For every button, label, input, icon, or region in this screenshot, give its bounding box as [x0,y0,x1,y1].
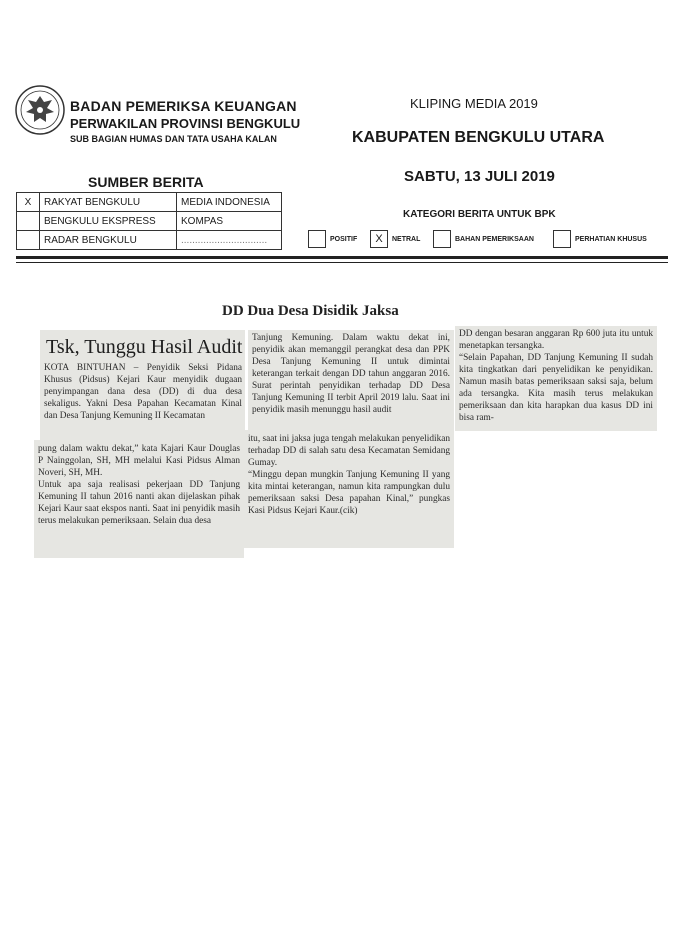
source-row [17,212,282,231]
header-divider [16,256,668,259]
article-column-1: KOTA BINTUHAN – Penyidik Seksi Pidana Khusus (Pidsus) Kejari Kaur menyidik dugaan penyimpangan dana desa (DD) di dua desa sekaligus. Yakni Desa Papahan Kecamatan Kinal dan Desa Tanjung Kemuning II Kecamatan [44,363,242,421]
netral-label: NETRAL [392,235,421,243]
sumber-berita-title: SUMBER BERITA [88,174,204,190]
article-column-5: itu, saat ini jaksa juga tengah melakukan penyelidikan terhadap DD di salah satu desa Kecamatan Semidang Gumay. “Minggu depan mungkin Tanjung Kemuning II yang kita mintai keterangan, namun kita rampungkan dulu pemeriksaan saksi Desa papahan Kinal,” pungkas Kasi Pidsus Kejari Kaur.(cik) [248,434,450,516]
source-row [17,193,282,212]
source-name: RAKYAT BENGKULU [40,193,177,212]
source-name: KOMPAS [177,212,282,231]
article-headline: DD Dua Desa Disidik Jaksa [222,303,399,319]
bahan-label: BAHAN PEMERIKSAAN [455,235,534,243]
source-name: BENGKULU EKSPRESS [40,212,177,231]
kategori-positif [308,230,357,248]
garuda-logo-icon [14,84,66,136]
kabupaten-title: KABUPATEN BENGKULU UTARA [352,129,605,146]
article-subhead: Tsk, Tunggu Hasil Audit [46,336,243,358]
kategori-netral [370,230,420,248]
article-column-4: pung dalam waktu dekat,” kata Kajari Kaur Douglas P Nainggolan, SH, MH melalui Kasi Pidsus Alman Noveri, SH, MH. Untuk apa saja realisasi pekerjaan DD Tanjung Kemuning II tahun 2016 nanti akan dijelaskan pihak Kejari Kaur saat ekspos nanti. Saat ini penyidik masih terus melakukan pemeriksaan. Selain dua desa [38,444,240,526]
netral-checkbox: X [370,230,388,248]
kategori-title: KATEGORI BERITA UNTUK BPK [403,209,556,220]
kategori-bahan [433,230,534,248]
perhatian-checkbox [553,230,571,248]
source-name: MEDIA INDONESIA [177,193,282,212]
source-mark [17,212,40,231]
positif-checkbox [308,230,326,248]
source-row [17,231,282,250]
org-subname: PERWAKILAN PROVINSI BENGKULU [70,116,301,131]
perhatian-label: PERHATIAN KHUSUS [575,235,647,243]
org-division: SUB BAGIAN HUMAS DAN TATA USAHA KALAN [70,134,277,144]
source-table [16,192,282,250]
kliping-title: KLIPING MEDIA 2019 [410,96,538,111]
kategori-perhatian [553,230,647,248]
source-mark [17,231,40,250]
header-divider-thin [16,262,668,263]
clipping-date: SABTU, 13 JULI 2019 [404,168,555,185]
bahan-checkbox [433,230,451,248]
source-name: RADAR BENGKULU [40,231,177,250]
source-name: ............................... [177,231,282,250]
article-column-3: DD dengan besaran anggaran Rp 600 juta itu untuk menetapkan tersangka. “Selain Papahan, DD Tanjung Kemuning II sudah kita tingkatkan dari penyelidikan ke penyidikan. Namun masih batas pemeriksaan saksi saja, belum ada tersangka. Kita masih terus melakukan pemeriksaan dan kita harapkan dua kasus DD ini bisa ram- [459,329,653,423]
source-mark: X [17,193,40,212]
positif-label: POSITIF [330,235,358,243]
article-column-2: Tanjung Kemuning. Dalam waktu dekat ini, penyidik akan memanggil perangkat desa dan PPK Desa Tanjung Kemuning II untuk dimintai keterangan terkait dengan DD tahun anggaran 2016. Surat perintah penyidikan terhadap DD Desa Tanjung Kemuning II terbit April 2019 lalu. Saat ini penyidik masih menunggu hasil audit [252,333,450,415]
org-name: BADAN PEMERIKSA KEUANGAN [70,98,297,114]
